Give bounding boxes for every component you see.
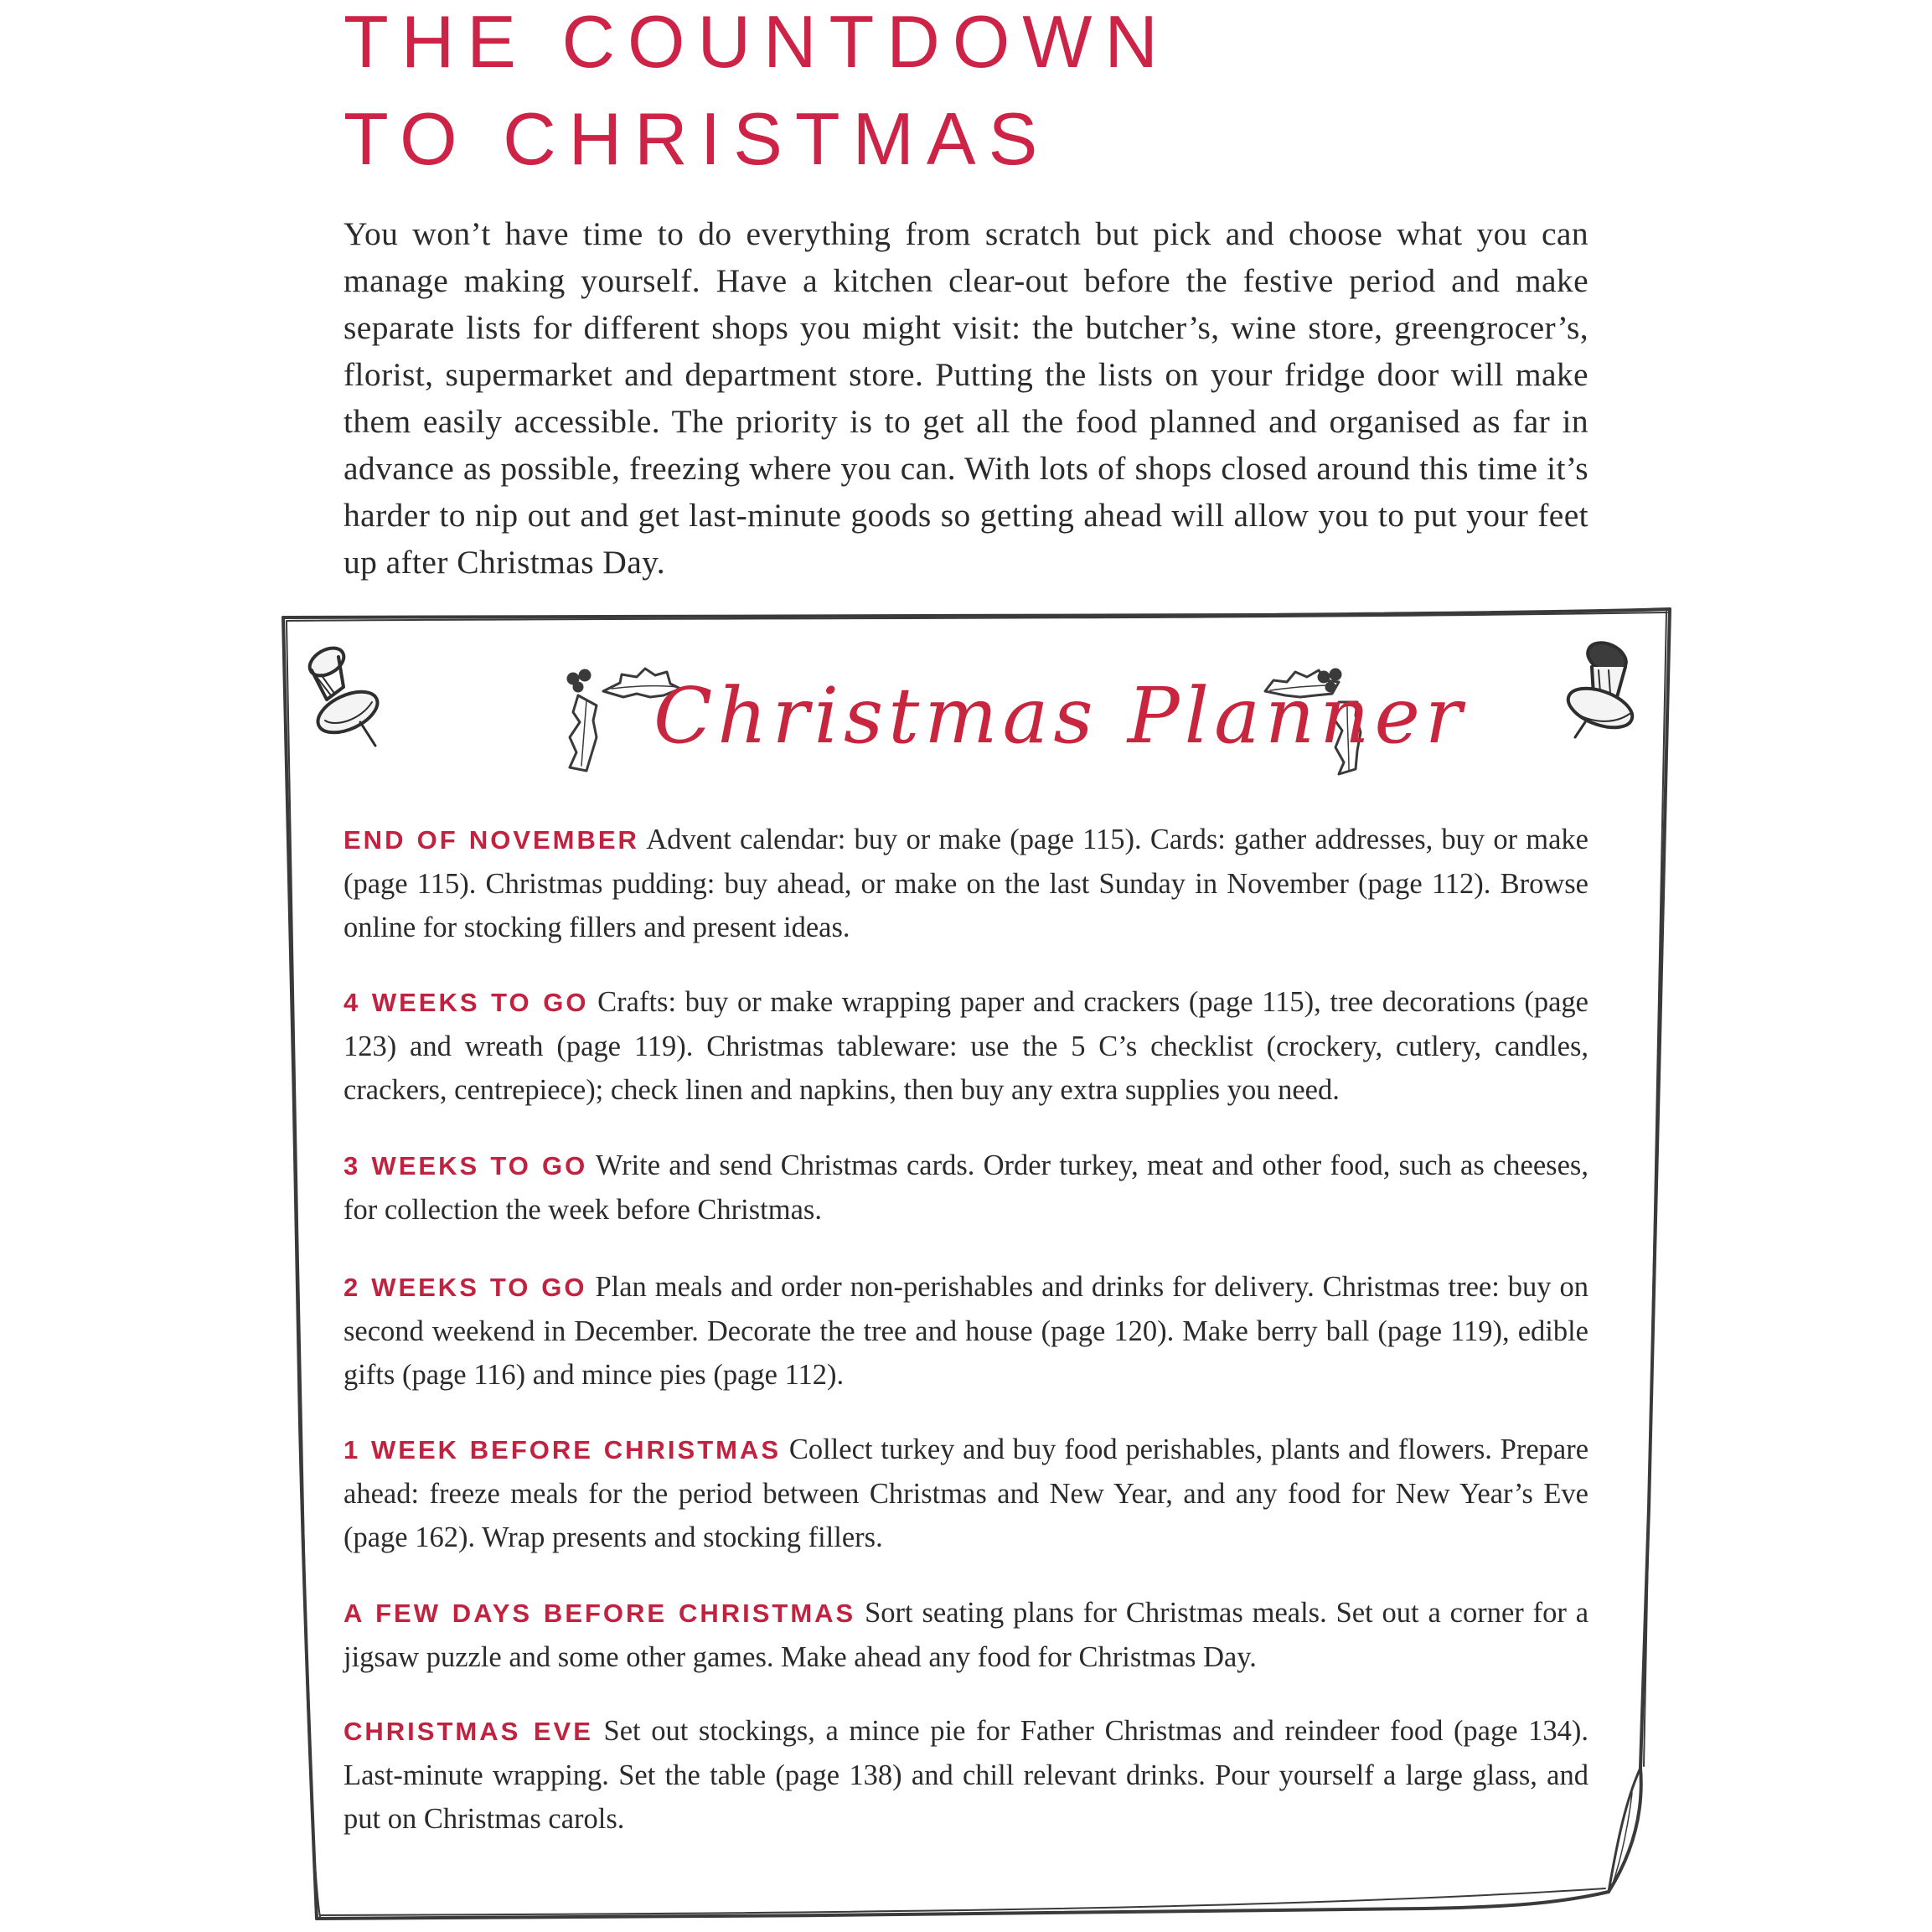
planner-entry-text: Plan meals and order non-perishables and drinks for delivery. Christmas tree: buy on second weekend in December. Decorate the tree and house (page 120). Make berry ball (page 119), edible gifts (page 116) and mince pies (page 112).	[344, 1271, 1588, 1391]
planner-entry	[344, 1709, 1588, 1841]
planner-entry-heading: CHRISTMAS EVE	[344, 1717, 593, 1746]
pushpin-icon	[1563, 637, 1638, 737]
planner-entry-heading: END OF NOVEMBER	[344, 825, 639, 855]
planner-entry	[344, 1591, 1588, 1679]
planner-entry-text: Advent calendar: buy or make (page 115). Cards: gather addresses, buy or make (page 115). Christmas pudding: buy ahead, or make on the last Sunday in November (page 112). Browse online for stocking fillers and present ideas.	[344, 824, 1588, 943]
planner-entry-heading: 2 WEEKS TO GO	[344, 1273, 587, 1302]
page-title-line-1: THE COUNTDOWN	[344, 0, 1170, 83]
planner-entry-heading: 1 WEEK BEFORE CHRISTMAS	[344, 1435, 782, 1464]
planner-entry-text: Crafts: buy or make wrapping paper and crackers (page 115), tree decorations (page 123) and wreath (page 119). Christmas tableware: use the 5 C’s checklist (crockery, cutlery, candles, crackers, centrepiece); check linen and napkins, then buy any extra supplies you need.	[344, 986, 1588, 1106]
planner-entry-heading: 3 WEEKS TO GO	[344, 1151, 588, 1180]
planner-entries	[344, 818, 1588, 1841]
planner-entry	[344, 980, 1588, 1112]
planner-entry-text: Set out stockings, a mince pie for Father Christmas and reindeer food (page 134). Last-minute wrapping. Set the table (page 138) and chill relevant drinks. Pour yourself a large glass, and put on Christmas carols.	[344, 1715, 1589, 1835]
planner-entry	[344, 1428, 1588, 1559]
planner-title: Christmas Planner	[653, 671, 1467, 761]
planner-entry	[344, 818, 1588, 949]
planner-entry-text: Collect turkey and buy food perishables, plants and flowers. Prepare ahead: freeze meals for the period between Christmas and New Year, and any food for New Year’s Eve (page 162). Wrap presents and stocking fillers.	[344, 1434, 1589, 1553]
pushpin-icon	[305, 643, 384, 746]
planner-entry-heading: 4 WEEKS TO GO	[344, 988, 589, 1017]
intro-paragraph: You won’t have time to do everything from scratch but pick and choose what you can manage making yourself. Have a kitchen clear-out before the festive period and make separate lists for different shops you might visit: the butcher’s, wine store, greengrocer’s, florist, supermarket and department store. Putting the lists on your fridge door will make them easily accessible. The priority is to get all the food planned and organised as far in advance as possible, freezing where you can. With lots of shops closed around this time it’s harder to nip out and get last-minute goods so getting ahead will allow you to put your feet up after Christmas Day.	[344, 215, 1588, 581]
planner-entry-text: Sort seating plans for Christmas meals. Set out a corner for a jigsaw puzzle and some other games. Make ahead any food for Christmas Day.	[344, 1597, 1589, 1673]
planner-entry-heading: A FEW DAYS BEFORE CHRISTMAS	[344, 1599, 856, 1628]
page-title-line-2: TO CHRISTMAS	[344, 97, 1051, 180]
planner-entry-text: Write and send Christmas cards. Order turkey, meat and other food, such as cheeses, for collection the week before Christmas.	[344, 1149, 1588, 1226]
planner-entry	[344, 1144, 1588, 1232]
planner-entry	[344, 1265, 1588, 1397]
